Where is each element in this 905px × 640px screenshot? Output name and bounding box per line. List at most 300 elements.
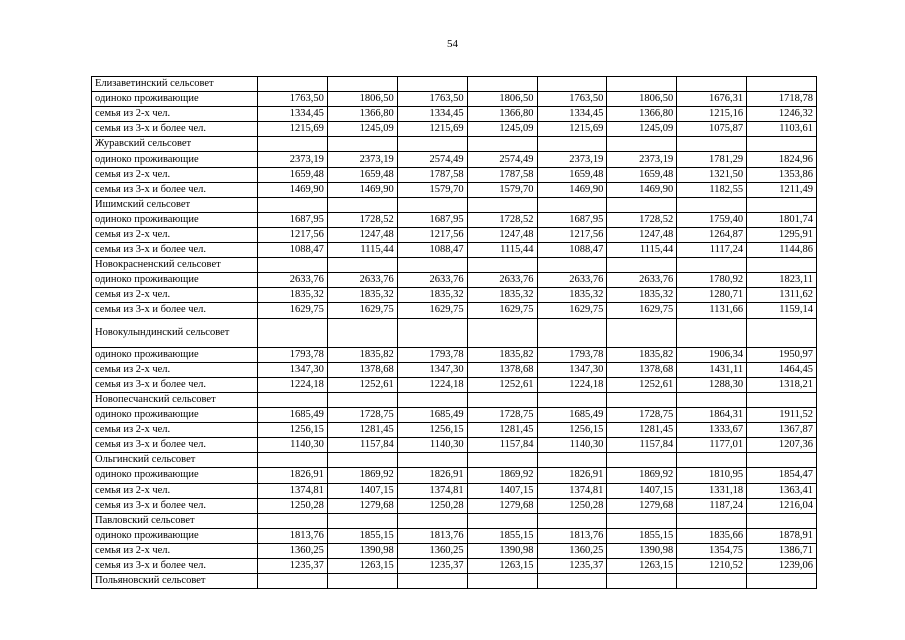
empty-cell bbox=[537, 197, 607, 212]
household-type-label: семья из 3-х и более чел. bbox=[92, 122, 258, 137]
empty-cell bbox=[467, 574, 537, 589]
value-cell: 1659,48 bbox=[607, 167, 677, 182]
value-cell: 1075,87 bbox=[677, 122, 747, 137]
settlement-name: Ишимский сельсовет bbox=[92, 197, 258, 212]
table-row bbox=[92, 182, 817, 197]
value-cell: 1331,18 bbox=[677, 483, 747, 498]
empty-cell bbox=[677, 453, 747, 468]
value-cell: 1718,78 bbox=[747, 92, 817, 107]
empty-cell bbox=[747, 197, 817, 212]
group-header-row bbox=[92, 392, 817, 407]
value-cell: 1216,04 bbox=[747, 498, 817, 513]
table-row bbox=[92, 483, 817, 498]
value-cell: 1088,47 bbox=[258, 243, 328, 258]
table-row bbox=[92, 122, 817, 137]
household-type-label: семья из 2-х чел. bbox=[92, 362, 258, 377]
empty-cell bbox=[747, 318, 817, 347]
value-cell: 1781,29 bbox=[677, 152, 747, 167]
value-cell: 1374,81 bbox=[258, 483, 328, 498]
empty-cell bbox=[607, 513, 677, 528]
value-cell: 1157,84 bbox=[327, 438, 397, 453]
value-cell: 1215,69 bbox=[537, 122, 607, 137]
empty-cell bbox=[677, 77, 747, 92]
value-cell: 1629,75 bbox=[327, 303, 397, 318]
value-cell: 1182,55 bbox=[677, 182, 747, 197]
value-cell: 1187,24 bbox=[677, 498, 747, 513]
value-cell: 1224,18 bbox=[258, 377, 328, 392]
household-type-label: одиноко проживающие bbox=[92, 152, 258, 167]
household-type-label: семья из 3-х и более чел. bbox=[92, 243, 258, 258]
value-cell: 1728,52 bbox=[327, 212, 397, 227]
empty-cell bbox=[537, 318, 607, 347]
table-row bbox=[92, 498, 817, 513]
empty-cell bbox=[327, 513, 397, 528]
value-cell: 1247,48 bbox=[607, 227, 677, 242]
value-cell: 1378,68 bbox=[327, 362, 397, 377]
value-cell: 1224,18 bbox=[397, 377, 467, 392]
empty-cell bbox=[467, 197, 537, 212]
value-cell: 1431,11 bbox=[677, 362, 747, 377]
value-cell: 1823,11 bbox=[747, 273, 817, 288]
household-type-label: семья из 2-х чел. bbox=[92, 288, 258, 303]
household-type-label: одиноко проживающие bbox=[92, 212, 258, 227]
page-number: 54 bbox=[447, 38, 458, 50]
value-cell: 1685,49 bbox=[258, 408, 328, 423]
value-cell: 1835,32 bbox=[258, 288, 328, 303]
empty-cell bbox=[258, 392, 328, 407]
empty-cell bbox=[327, 137, 397, 152]
empty-cell bbox=[258, 258, 328, 273]
value-cell: 1367,87 bbox=[747, 423, 817, 438]
empty-cell bbox=[327, 197, 397, 212]
value-cell: 1835,82 bbox=[467, 347, 537, 362]
value-cell: 1318,21 bbox=[747, 377, 817, 392]
table-row bbox=[92, 347, 817, 362]
value-cell: 1869,92 bbox=[327, 468, 397, 483]
empty-cell bbox=[258, 574, 328, 589]
value-cell: 1117,24 bbox=[677, 243, 747, 258]
value-cell: 1407,15 bbox=[327, 483, 397, 498]
empty-cell bbox=[677, 197, 747, 212]
empty-cell bbox=[607, 453, 677, 468]
value-cell: 1247,48 bbox=[327, 227, 397, 242]
value-cell: 1366,80 bbox=[327, 107, 397, 122]
value-cell: 1390,98 bbox=[467, 543, 537, 558]
value-cell: 1806,50 bbox=[327, 92, 397, 107]
value-cell: 1390,98 bbox=[607, 543, 677, 558]
value-cell: 1835,82 bbox=[607, 347, 677, 362]
value-cell: 1629,75 bbox=[467, 303, 537, 318]
settlement-name: Новокулындинский сельсовет bbox=[92, 318, 258, 347]
value-cell: 1224,18 bbox=[537, 377, 607, 392]
group-header-row bbox=[92, 137, 817, 152]
value-cell: 2574,49 bbox=[397, 152, 467, 167]
household-type-label: семья из 2-х чел. bbox=[92, 543, 258, 558]
value-cell: 1659,48 bbox=[258, 167, 328, 182]
household-type-label: семья из 2-х чел. bbox=[92, 107, 258, 122]
value-cell: 1374,81 bbox=[397, 483, 467, 498]
household-type-label: одиноко проживающие bbox=[92, 273, 258, 288]
empty-cell bbox=[747, 77, 817, 92]
empty-cell bbox=[537, 392, 607, 407]
value-cell: 1869,92 bbox=[467, 468, 537, 483]
empty-cell bbox=[467, 258, 537, 273]
value-cell: 1579,70 bbox=[467, 182, 537, 197]
value-cell: 1386,71 bbox=[747, 543, 817, 558]
group-header-row bbox=[92, 197, 817, 212]
value-cell: 1360,25 bbox=[537, 543, 607, 558]
empty-cell bbox=[467, 137, 537, 152]
value-cell: 1215,69 bbox=[397, 122, 467, 137]
empty-cell bbox=[397, 574, 467, 589]
empty-cell bbox=[537, 137, 607, 152]
household-type-label: семья из 2-х чел. bbox=[92, 227, 258, 242]
empty-cell bbox=[258, 453, 328, 468]
value-cell: 1826,91 bbox=[537, 468, 607, 483]
settlement-name: Новопесчанский сельсовет bbox=[92, 392, 258, 407]
value-cell: 1813,76 bbox=[397, 528, 467, 543]
value-cell: 1835,66 bbox=[677, 528, 747, 543]
value-cell: 1245,09 bbox=[607, 122, 677, 137]
value-cell: 1250,28 bbox=[258, 498, 328, 513]
settlement-name: Польяновский сельсовет bbox=[92, 574, 258, 589]
empty-cell bbox=[747, 513, 817, 528]
value-cell: 1235,37 bbox=[537, 559, 607, 574]
value-cell: 1629,75 bbox=[397, 303, 467, 318]
table-row bbox=[92, 243, 817, 258]
value-cell: 1115,44 bbox=[327, 243, 397, 258]
value-cell: 1911,52 bbox=[747, 408, 817, 423]
empty-cell bbox=[607, 392, 677, 407]
empty-cell bbox=[467, 77, 537, 92]
value-cell: 1469,90 bbox=[258, 182, 328, 197]
empty-cell bbox=[258, 77, 328, 92]
value-cell: 1793,78 bbox=[537, 347, 607, 362]
value-cell: 1088,47 bbox=[537, 243, 607, 258]
empty-cell bbox=[677, 318, 747, 347]
value-cell: 1245,09 bbox=[467, 122, 537, 137]
value-cell: 1579,70 bbox=[397, 182, 467, 197]
empty-cell bbox=[327, 318, 397, 347]
empty-cell bbox=[537, 513, 607, 528]
empty-cell bbox=[327, 77, 397, 92]
value-cell: 1806,50 bbox=[467, 92, 537, 107]
value-cell: 1728,75 bbox=[607, 408, 677, 423]
value-cell: 1247,48 bbox=[467, 227, 537, 242]
empty-cell bbox=[747, 392, 817, 407]
settlement-name: Елизаветинский сельсовет bbox=[92, 77, 258, 92]
value-cell: 1763,50 bbox=[537, 92, 607, 107]
table-row bbox=[92, 468, 817, 483]
value-cell: 1279,68 bbox=[467, 498, 537, 513]
value-cell: 1215,16 bbox=[677, 107, 747, 122]
group-header-row bbox=[92, 513, 817, 528]
empty-cell bbox=[607, 137, 677, 152]
table-row bbox=[92, 288, 817, 303]
value-cell: 1263,15 bbox=[467, 559, 537, 574]
empty-cell bbox=[397, 197, 467, 212]
empty-cell bbox=[397, 453, 467, 468]
empty-cell bbox=[747, 453, 817, 468]
value-cell: 1279,68 bbox=[607, 498, 677, 513]
value-cell: 1263,15 bbox=[607, 559, 677, 574]
value-cell: 1659,48 bbox=[537, 167, 607, 182]
value-cell: 1252,61 bbox=[607, 377, 677, 392]
empty-cell bbox=[397, 513, 467, 528]
value-cell: 1115,44 bbox=[467, 243, 537, 258]
value-cell: 1334,45 bbox=[258, 107, 328, 122]
settlement-name: Павловский сельсовет bbox=[92, 513, 258, 528]
household-type-label: семья из 2-х чел. bbox=[92, 483, 258, 498]
value-cell: 1360,25 bbox=[258, 543, 328, 558]
value-cell: 1157,84 bbox=[607, 438, 677, 453]
empty-cell bbox=[537, 574, 607, 589]
value-cell: 2633,76 bbox=[258, 273, 328, 288]
value-cell: 1835,32 bbox=[537, 288, 607, 303]
empty-cell bbox=[397, 318, 467, 347]
table-row bbox=[92, 212, 817, 227]
table-row bbox=[92, 273, 817, 288]
value-cell: 1159,14 bbox=[747, 303, 817, 318]
empty-cell bbox=[537, 258, 607, 273]
empty-cell bbox=[467, 318, 537, 347]
value-cell: 1950,97 bbox=[747, 347, 817, 362]
value-cell: 1217,56 bbox=[397, 227, 467, 242]
value-cell: 1685,49 bbox=[537, 408, 607, 423]
value-cell: 1793,78 bbox=[258, 347, 328, 362]
value-cell: 1264,87 bbox=[677, 227, 747, 242]
value-cell: 1366,80 bbox=[467, 107, 537, 122]
empty-cell bbox=[397, 392, 467, 407]
value-cell: 2633,76 bbox=[467, 273, 537, 288]
value-cell: 1629,75 bbox=[607, 303, 677, 318]
household-type-label: семья из 3-х и более чел. bbox=[92, 498, 258, 513]
empty-cell bbox=[397, 77, 467, 92]
value-cell: 1685,49 bbox=[397, 408, 467, 423]
value-cell: 1333,67 bbox=[677, 423, 747, 438]
empty-cell bbox=[327, 574, 397, 589]
value-cell: 1281,45 bbox=[327, 423, 397, 438]
value-cell: 1256,15 bbox=[258, 423, 328, 438]
value-cell: 1347,30 bbox=[537, 362, 607, 377]
value-cell: 1801,74 bbox=[747, 212, 817, 227]
household-type-label: одиноко проживающие bbox=[92, 347, 258, 362]
value-cell: 2373,19 bbox=[607, 152, 677, 167]
empty-cell bbox=[607, 318, 677, 347]
value-cell: 1279,68 bbox=[327, 498, 397, 513]
value-cell: 1288,30 bbox=[677, 377, 747, 392]
value-cell: 1211,49 bbox=[747, 182, 817, 197]
household-type-label: семья из 3-х и более чел. bbox=[92, 303, 258, 318]
value-cell: 1826,91 bbox=[258, 468, 328, 483]
value-cell: 1407,15 bbox=[467, 483, 537, 498]
empty-cell bbox=[677, 574, 747, 589]
value-cell: 1855,15 bbox=[467, 528, 537, 543]
value-cell: 1311,62 bbox=[747, 288, 817, 303]
household-type-label: одиноко проживающие bbox=[92, 468, 258, 483]
value-cell: 1793,78 bbox=[397, 347, 467, 362]
value-cell: 1347,30 bbox=[258, 362, 328, 377]
value-cell: 1728,75 bbox=[327, 408, 397, 423]
value-cell: 2574,49 bbox=[467, 152, 537, 167]
value-cell: 1334,45 bbox=[537, 107, 607, 122]
value-cell: 1103,61 bbox=[747, 122, 817, 137]
value-cell: 1810,95 bbox=[677, 468, 747, 483]
group-header-row bbox=[92, 318, 817, 347]
value-cell: 1835,82 bbox=[327, 347, 397, 362]
value-cell: 1629,75 bbox=[258, 303, 328, 318]
table-row bbox=[92, 152, 817, 167]
value-cell: 1334,45 bbox=[397, 107, 467, 122]
household-type-label: семья из 3-х и более чел. bbox=[92, 182, 258, 197]
empty-cell bbox=[258, 197, 328, 212]
value-cell: 1235,37 bbox=[258, 559, 328, 574]
table-row bbox=[92, 423, 817, 438]
empty-cell bbox=[258, 137, 328, 152]
value-cell: 1252,61 bbox=[327, 377, 397, 392]
value-cell: 1263,15 bbox=[327, 559, 397, 574]
table-row bbox=[92, 227, 817, 242]
empty-cell bbox=[747, 574, 817, 589]
empty-cell bbox=[258, 513, 328, 528]
value-cell: 1813,76 bbox=[537, 528, 607, 543]
value-cell: 1864,31 bbox=[677, 408, 747, 423]
value-cell: 1878,91 bbox=[747, 528, 817, 543]
value-cell: 1826,91 bbox=[397, 468, 467, 483]
value-cell: 1140,30 bbox=[258, 438, 328, 453]
table-row bbox=[92, 167, 817, 182]
value-cell: 1378,68 bbox=[607, 362, 677, 377]
value-cell: 1676,31 bbox=[677, 92, 747, 107]
empty-cell bbox=[327, 258, 397, 273]
value-cell: 1629,75 bbox=[537, 303, 607, 318]
value-cell: 2373,19 bbox=[258, 152, 328, 167]
value-cell: 1347,30 bbox=[397, 362, 467, 377]
value-cell: 1824,96 bbox=[747, 152, 817, 167]
household-type-label: одиноко проживающие bbox=[92, 92, 258, 107]
value-cell: 1256,15 bbox=[537, 423, 607, 438]
table-row bbox=[92, 377, 817, 392]
value-cell: 1235,37 bbox=[397, 559, 467, 574]
empty-cell bbox=[537, 453, 607, 468]
table-row bbox=[92, 303, 817, 318]
value-cell: 1787,58 bbox=[467, 167, 537, 182]
value-cell: 1144,86 bbox=[747, 243, 817, 258]
empty-cell bbox=[607, 258, 677, 273]
value-cell: 1659,48 bbox=[327, 167, 397, 182]
value-cell: 1250,28 bbox=[537, 498, 607, 513]
value-cell: 1407,15 bbox=[607, 483, 677, 498]
empty-cell bbox=[467, 453, 537, 468]
table-row bbox=[92, 559, 817, 574]
table-row bbox=[92, 528, 817, 543]
value-cell: 1728,52 bbox=[467, 212, 537, 227]
empty-cell bbox=[677, 513, 747, 528]
value-cell: 1787,58 bbox=[397, 167, 467, 182]
value-cell: 1869,92 bbox=[607, 468, 677, 483]
value-cell: 1759,40 bbox=[677, 212, 747, 227]
value-cell: 1295,91 bbox=[747, 227, 817, 242]
household-type-label: одиноко проживающие bbox=[92, 528, 258, 543]
value-cell: 1140,30 bbox=[397, 438, 467, 453]
value-cell: 1855,15 bbox=[607, 528, 677, 543]
empty-cell bbox=[397, 137, 467, 152]
empty-cell bbox=[327, 453, 397, 468]
household-type-label: семья из 3-х и более чел. bbox=[92, 438, 258, 453]
empty-cell bbox=[677, 137, 747, 152]
value-cell: 2633,76 bbox=[397, 273, 467, 288]
table-row bbox=[92, 438, 817, 453]
value-cell: 1469,90 bbox=[537, 182, 607, 197]
value-cell: 1239,06 bbox=[747, 559, 817, 574]
tariff-table-body bbox=[92, 77, 817, 589]
group-header-row bbox=[92, 77, 817, 92]
household-type-label: семья из 3-х и более чел. bbox=[92, 559, 258, 574]
empty-cell bbox=[467, 392, 537, 407]
table-row bbox=[92, 408, 817, 423]
value-cell: 1363,41 bbox=[747, 483, 817, 498]
empty-cell bbox=[607, 77, 677, 92]
table-row bbox=[92, 107, 817, 122]
value-cell: 1115,44 bbox=[607, 243, 677, 258]
value-cell: 2373,19 bbox=[327, 152, 397, 167]
value-cell: 1157,84 bbox=[467, 438, 537, 453]
value-cell: 1378,68 bbox=[467, 362, 537, 377]
group-header-row bbox=[92, 258, 817, 273]
settlement-name: Ольгинский сельсовет bbox=[92, 453, 258, 468]
value-cell: 1366,80 bbox=[607, 107, 677, 122]
value-cell: 1835,32 bbox=[607, 288, 677, 303]
household-type-label: семья из 3-х и более чел. bbox=[92, 377, 258, 392]
value-cell: 2373,19 bbox=[537, 152, 607, 167]
empty-cell bbox=[677, 258, 747, 273]
table-row bbox=[92, 362, 817, 377]
empty-cell bbox=[607, 197, 677, 212]
value-cell: 1687,95 bbox=[537, 212, 607, 227]
household-type-label: одиноко проживающие bbox=[92, 408, 258, 423]
value-cell: 1280,71 bbox=[677, 288, 747, 303]
value-cell: 1469,90 bbox=[327, 182, 397, 197]
value-cell: 1088,47 bbox=[397, 243, 467, 258]
settlement-name: Новокрасненский сельсовет bbox=[92, 258, 258, 273]
value-cell: 1728,52 bbox=[607, 212, 677, 227]
empty-cell bbox=[258, 318, 328, 347]
value-cell: 1354,75 bbox=[677, 543, 747, 558]
table-row bbox=[92, 92, 817, 107]
group-header-row bbox=[92, 453, 817, 468]
value-cell: 1728,75 bbox=[467, 408, 537, 423]
value-cell: 1390,98 bbox=[327, 543, 397, 558]
value-cell: 1687,95 bbox=[397, 212, 467, 227]
value-cell: 1353,86 bbox=[747, 167, 817, 182]
value-cell: 1210,52 bbox=[677, 559, 747, 574]
value-cell: 1854,47 bbox=[747, 468, 817, 483]
empty-cell bbox=[397, 258, 467, 273]
value-cell: 1281,45 bbox=[607, 423, 677, 438]
value-cell: 1813,76 bbox=[258, 528, 328, 543]
settlement-name: Журавский сельсовет bbox=[92, 137, 258, 152]
value-cell: 2633,76 bbox=[607, 273, 677, 288]
value-cell: 1835,32 bbox=[327, 288, 397, 303]
value-cell: 1217,56 bbox=[258, 227, 328, 242]
value-cell: 1207,36 bbox=[747, 438, 817, 453]
value-cell: 1252,61 bbox=[467, 377, 537, 392]
value-cell: 1906,34 bbox=[677, 347, 747, 362]
value-cell: 1806,50 bbox=[607, 92, 677, 107]
value-cell: 1250,28 bbox=[397, 498, 467, 513]
value-cell: 1360,25 bbox=[397, 543, 467, 558]
value-cell: 1835,32 bbox=[397, 288, 467, 303]
